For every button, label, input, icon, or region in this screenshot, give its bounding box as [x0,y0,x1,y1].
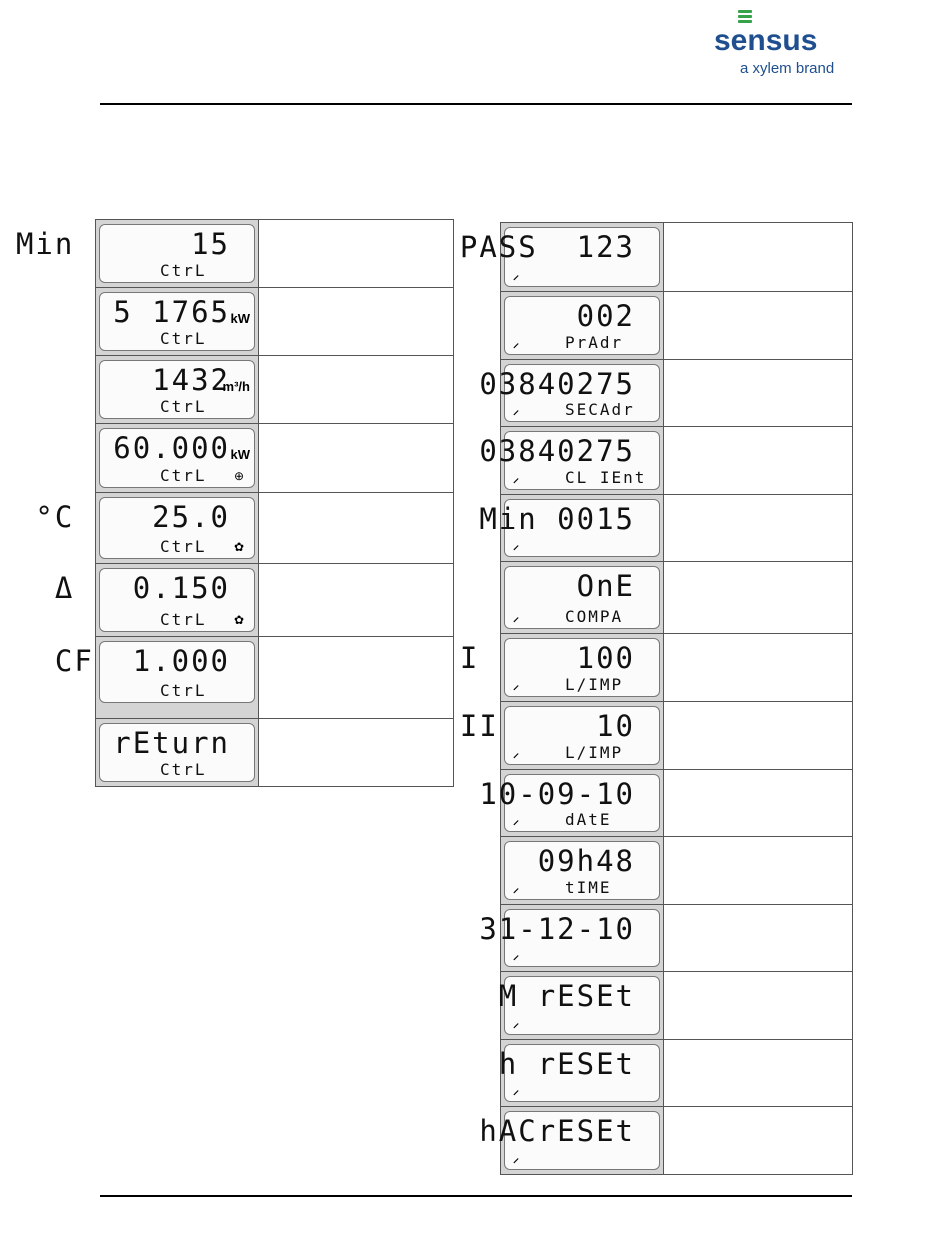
logo-tagline: a xylem brand [740,60,835,77]
lcd-image-cell [501,292,664,360]
table-row [96,564,454,637]
lcd-main-readout [459,230,655,264]
lcd-sub-label: CtrL [160,329,207,348]
lcd-main-readout [35,500,250,534]
lcd-display [479,431,660,490]
lcd-display [99,292,255,351]
lcd-main-text: I 100 [459,641,635,675]
lcd-image-cell [501,562,664,634]
wrench-icon: ⸝ [513,813,520,827]
lcd-display [504,841,660,900]
wrench-icon: ⸝ [513,881,520,895]
lcd-image-cell [479,905,664,972]
description-cell [259,637,454,719]
lcd-display [459,227,660,287]
lcd-sub-label: CtrL [160,760,207,779]
lcd-image-cell [96,356,259,424]
lcd-display [498,976,660,1035]
description-cell [664,562,853,634]
table-row [96,288,454,356]
lcd-display [479,499,660,557]
description-cell [664,634,853,702]
description-cell [664,1040,853,1107]
lcd-main-text: 03840275 [479,367,635,401]
lcd-image-cell [498,1040,664,1107]
lcd-main-readout [498,1047,655,1081]
table-row [501,427,853,495]
lcd-unit: m³/h [222,379,250,394]
description-cell [664,495,853,562]
lcd-image-cell [498,972,664,1040]
lcd-main-text: °C 25.0 [35,500,230,534]
lcd-main-text: 5 1765 [113,295,230,329]
description-cell [664,292,853,360]
lcd-sub-label: CtrL [160,397,207,416]
lcd-sub-label: CtrL [160,610,207,629]
lcd-sub-label: COMPA [565,607,624,626]
description-cell [259,424,454,493]
lcd-display [479,909,660,967]
lcd-main-text: II 10 [459,709,635,743]
lcd-sub-label: L/IMP [565,743,624,762]
lcd-main-text: rEturn [113,726,230,760]
lcd-display [479,1111,660,1170]
lcd-image-cell [96,288,259,356]
wrench-icon: ⸝ [513,678,520,692]
lcd-image-cell [54,564,259,637]
description-cell [664,905,853,972]
lcd-sub-label: L/IMP [565,675,624,694]
wrench-icon: ⸝ [513,1151,520,1165]
table-row [96,220,454,288]
lcd-unit: kW [230,311,250,326]
lcd-image-cell [479,1107,664,1175]
lcd-display [498,1044,660,1102]
table-row [501,634,853,702]
table-row [501,972,853,1040]
lcd-main-text: hACrESEt [479,1114,635,1148]
lcd-main-text: h rESEt [498,1047,635,1081]
lcd-sub-label: CtrL [160,681,207,700]
description-cell [664,223,853,292]
lcd-main-readout [54,644,250,678]
lcd-main-text: Min 15 [15,227,230,261]
wrench-icon: ⸝ [513,538,520,552]
table-row [96,356,454,424]
lcd-image-cell [459,634,664,702]
lcd-display [504,296,660,355]
sensus-logo [706,6,866,86]
lcd-main-readout [509,299,655,333]
description-cell [664,427,853,495]
table-row [501,1040,853,1107]
lcd-main-readout [509,569,655,603]
wrench-icon: ⸝ [513,1016,520,1030]
lcd-main-readout [479,1114,655,1148]
footer-rule [100,1195,852,1197]
lcd-image-cell [501,837,664,905]
lcd-display [35,497,255,559]
description-cell [259,288,454,356]
right-display-table [459,222,853,1175]
lcd-main-readout [104,726,250,760]
lcd-image-cell [96,719,259,787]
description-cell [664,837,853,905]
lcd-main-readout [509,844,655,878]
lcd-image-cell [479,495,664,562]
table-row [96,493,454,564]
lcd-main-text: 03840275 [479,434,635,468]
lcd-image-cell [479,770,664,837]
lcd-display [459,638,660,697]
lcd-main-readout [479,367,655,401]
lcd-main-text: OnE [576,569,635,603]
wrench-icon: ⸝ [513,1083,520,1097]
lcd-main-readout [479,502,655,536]
lcd-main-readout [479,912,655,946]
description-cell [259,493,454,564]
lcd-unit: kW [230,447,250,462]
wrench-icon: ⸝ [513,268,520,282]
lcd-display [99,723,255,782]
lcd-main-text: PASS 123 [459,230,635,264]
table-row [501,702,853,770]
description-cell [664,1107,853,1175]
lcd-main-text: Min 0015 [479,502,635,536]
description-cell [259,719,454,787]
table-row [96,424,454,493]
lcd-display [479,364,660,422]
lcd-sub-label: CtrL [160,466,207,485]
description-cell [664,972,853,1040]
table-row [96,719,454,787]
lcd-main-text: 60.000 [74,431,230,465]
table-row [501,292,853,360]
lcd-display [504,566,660,629]
description-cell [259,220,454,288]
lcd-main-text: 31-12-10 [479,912,635,946]
lcd-sub-label: tIME [565,878,612,897]
lcd-main-readout [15,227,250,261]
lcd-main-text: 002 [576,299,635,333]
lcd-main-readout [498,979,655,1013]
lcd-main-readout [459,641,655,675]
lcd-sub-label: PrAdr [565,333,624,352]
wrench-icon: ⸝ [513,471,520,485]
lcd-image-cell [479,427,664,495]
lcd-main-readout [459,709,655,743]
wrench-icon: ⸝ [513,948,520,962]
lcd-sub-label: CtrL [160,537,207,556]
table-row [501,223,853,292]
lcd-sub-label: CtrL [160,261,207,280]
status-symbol-icon: ⊕ [233,469,244,483]
lcd-display [74,428,255,488]
lcd-image-cell [459,223,664,292]
description-cell [259,564,454,637]
lcd-display [54,568,255,632]
lcd-display [459,706,660,765]
status-symbol-icon: ✿ [233,613,244,627]
lcd-sub-label: SECAdr [565,400,635,419]
description-cell [664,770,853,837]
lcd-display [99,360,255,419]
description-cell [664,360,853,427]
description-cell [664,702,853,770]
wrench-icon: ⸝ [513,610,520,624]
wrench-icon: ⸝ [513,336,520,350]
lcd-sub-label: CL IEnt [565,468,647,487]
lcd-main-text: Δ 0.150 [54,571,230,605]
lcd-image-cell [459,702,664,770]
lcd-main-readout [74,431,250,465]
table-row [501,905,853,972]
table-row [96,637,454,719]
lcd-main-text: 1432 [152,363,230,397]
table-row [501,770,853,837]
table-row [501,1107,853,1175]
lcd-display [479,774,660,832]
lcd-display [15,224,255,283]
left-display-table [15,219,454,787]
lcd-main-readout [479,777,655,811]
lcd-main-text: 09h48 [537,844,635,878]
table-row [501,562,853,634]
lcd-image-cell [74,424,259,493]
lcd-main-readout [104,295,250,329]
lcd-main-text: CF 1.000 [54,644,230,678]
header-rule [100,103,852,105]
status-symbol-icon: ✿ [233,540,244,554]
lcd-main-text: M rESEt [498,979,635,1013]
table-row [501,360,853,427]
lcd-display [54,641,255,703]
lcd-image-cell [35,493,259,564]
table-row [501,837,853,905]
description-cell [259,356,454,424]
wrench-icon: ⸝ [513,746,520,760]
lcd-main-readout [479,434,655,468]
lcd-image-cell [15,220,259,288]
table-row [501,495,853,562]
lcd-sub-label: dAtE [565,810,612,829]
lcd-image-cell [479,360,664,427]
lcd-main-text: 10-09-10 [479,777,635,811]
wrench-icon: ⸝ [513,403,520,417]
lcd-main-readout [54,571,250,605]
lcd-image-cell [54,637,259,719]
logo-wordmark: sensus [714,24,818,57]
